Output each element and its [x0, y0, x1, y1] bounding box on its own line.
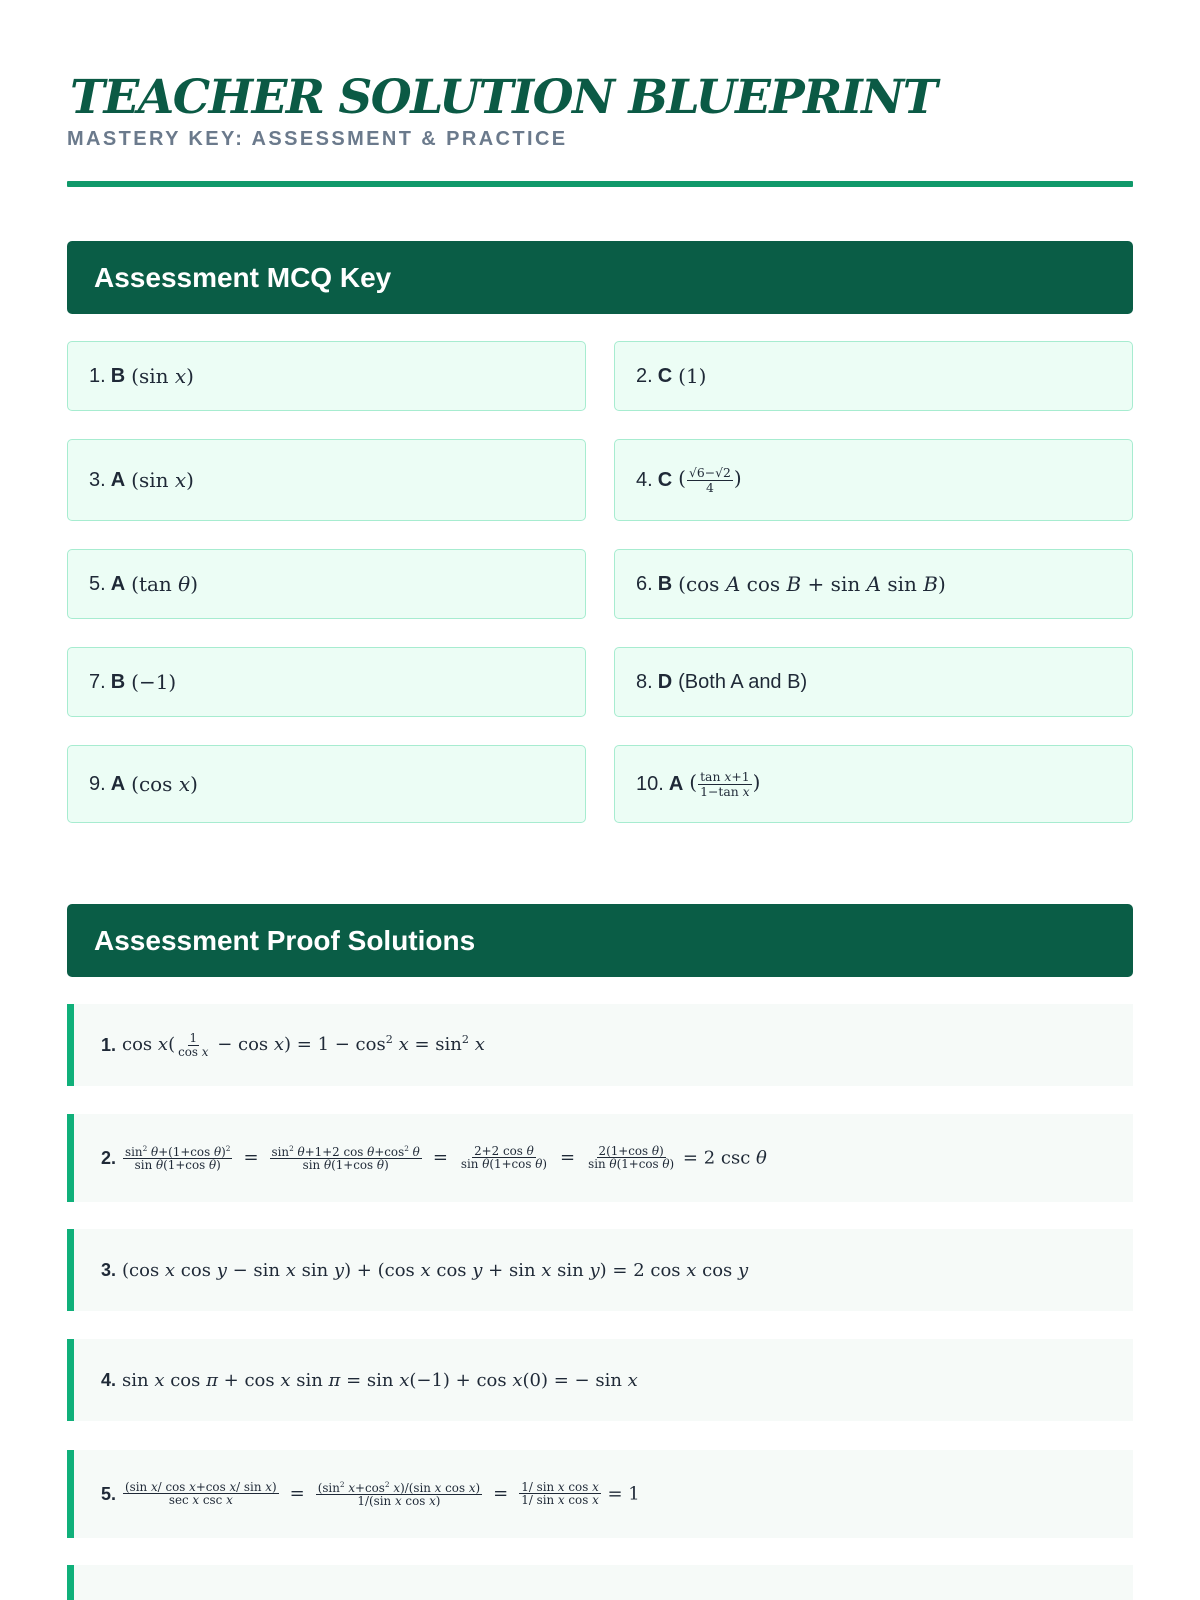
mcq-answer-5: 5. A (tan θ) — [67, 549, 586, 619]
mcq-answer-9: 9. A (cos x) — [67, 745, 586, 823]
proof-section-header — [67, 904, 1133, 977]
mcq-section-title: Assessment MCQ Key — [94, 261, 392, 293]
proof-item-3: 3. (cos x cos y − sin x sin y) + (cos x cos y + sin x sin y) = 2 cos x cos y — [67, 1229, 1133, 1311]
mcq-answer-10: 10. A ( $\frac{\text{tan x+1}}{\text{1−tan x}}$ ) — [614, 745, 1133, 823]
mcq-answer-2: 2. C (1) — [614, 341, 1133, 411]
proof-item-4: 4. sin x cos π + cos x sin π = sin x(−1) + cos x(0) = − sin x — [67, 1339, 1133, 1421]
title-divider — [67, 181, 1133, 187]
proof-item-1: 1. cos x( $\frac{1}{\text{cos x}}$ − $\cos x) = 1 - \cos^2 x = \sin^2 x$ — [67, 1004, 1133, 1086]
document-title: TEACHER SOLUTION BLUEPRINT — [70, 70, 937, 125]
proof-item-partial — [67, 1565, 1133, 1600]
mcq-answer-8: 8. D (Both A and B) — [614, 647, 1133, 717]
proof-item-2: 2. $\frac{\sin^2 \theta+(1+\cos \theta)^2}{\text{sin θ(1+cos θ)}}$ = $\frac{\sin^2 \theta+1+2 \cos \theta+\cos^2 \theta}{\text{sin θ(1+cos θ)}}$ = $\frac{\text{2+2 cos θ}}{\text{sin θ(1+cos θ)}}$ = $\frac{\text{2(1+cos θ)}}{\text{sin θ(1+cos θ)}}$ = 2 csc θ — [67, 1114, 1133, 1202]
proof-section-title: Assessment Proof Solutions — [94, 924, 476, 956]
document-subtitle: MASTERY KEY: ASSESSMENT & PRACTICE — [67, 128, 568, 150]
mcq-answer-4: 4. C ( $\frac{√6-√2}{4}$ ) — [614, 439, 1133, 521]
mcq-answer-3: 3. A (sin x) — [67, 439, 586, 521]
mcq-answer-1: 1. B (sin x) — [67, 341, 586, 411]
proof-item-5: 5. $\frac{\text{(sin x/ cos x+cos x/ sin x)}}{\text{sec x csc x}}$ = $\frac{(\sin^2 x+\cos^2 x)/(\sin x \cos x)}{\text{1/(sin x cos x)}}$ = $\frac{\text{1/ sin x cos x}}{\text{1/ sin x cos x}}$ = 1 — [67, 1450, 1133, 1538]
mcq-answer-6: 6. B (cos A cos B + sin A sin B) — [614, 549, 1133, 619]
mcq-section-header — [67, 241, 1133, 314]
mcq-answer-7: 7. B (−1) — [67, 647, 586, 717]
